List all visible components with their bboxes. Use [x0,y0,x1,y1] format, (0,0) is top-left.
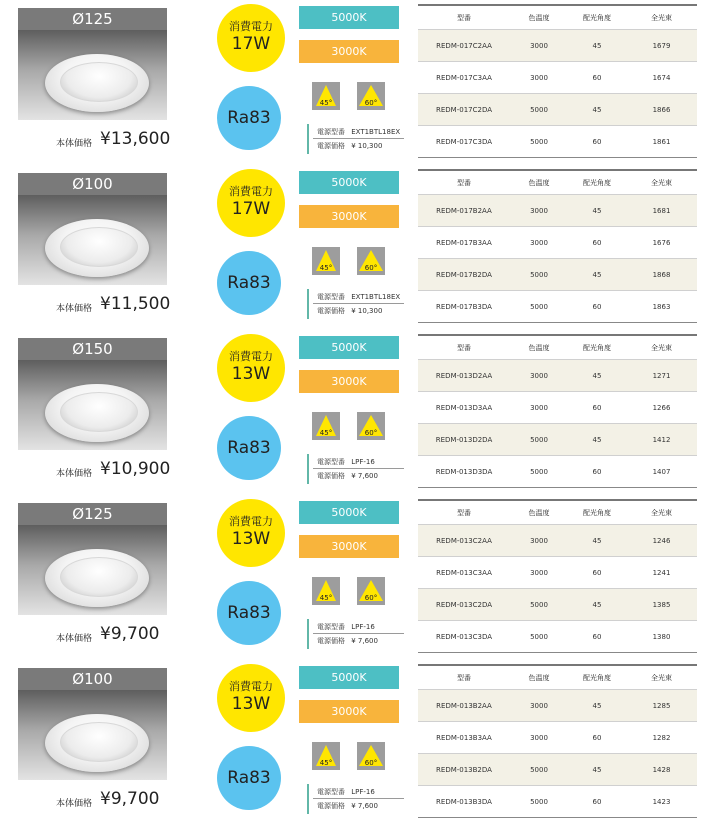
spec-price-label: 電源価格 [317,142,345,150]
cri-badge: Ra83 [217,86,281,150]
table-header-row [418,336,697,360]
spec-price-label: 電源価格 [317,802,345,810]
spec-model-row [317,622,375,632]
header-cct: 色温度 [528,14,550,22]
cct-cell: 5000 [530,303,548,311]
power-label: 消費電力 [229,680,273,693]
model-cell: REDM-017B3DA [436,303,492,311]
beam-cell: 45 [592,702,602,710]
header-model: 型番 [457,179,471,187]
lumen-cell: 1676 [652,239,671,247]
power-badge [217,169,285,237]
price [18,623,208,649]
table-header-row [418,666,697,690]
diameter-bar: Ø125 [18,8,167,30]
downlight-lens [60,392,138,432]
cct-cell: 3000 [530,239,548,247]
spec-divider [313,303,404,304]
power-supply-spec [307,784,404,814]
power-label: 消費電力 [229,350,273,363]
spec-model-row [317,457,375,467]
cct-cell: 3000 [530,42,548,50]
cct-5000-bar: 5000K [299,6,399,29]
diameter-bar: Ø100 [18,668,167,690]
header-lumen: 全光束 [651,509,672,517]
table-row [418,195,697,227]
spec-model-value: LPF-16 [351,458,375,466]
table-row [418,754,697,786]
spec-divider [313,138,404,139]
lumen-cell: 1868 [652,271,671,279]
cri-badge: Ra83 [217,581,281,645]
lumen-cell: 1271 [652,372,671,380]
price-value: ¥13,600 [100,129,171,149]
downlight-lens [60,62,138,102]
lumen-cell: 1407 [652,468,671,476]
model-cell: REDM-013B2DA [436,766,492,774]
header-cct: 色温度 [528,674,550,682]
spec-divider [313,468,404,469]
table-row [418,291,697,323]
beam-45-label: 45° [319,429,333,437]
cct-5000-bar: 5000K [299,501,399,524]
beam-cell: 45 [592,601,602,609]
model-cell: REDM-017B2AA [436,207,492,215]
cct-cell: 5000 [530,436,548,444]
power-label: 消費電力 [229,20,273,33]
power-label: 消費電力 [229,515,273,528]
beam-45-icon [312,412,340,440]
model-cell: REDM-013B3DA [436,798,492,806]
table-row [418,126,697,158]
beam-60-icon [357,742,385,770]
power-supply-spec [307,124,404,154]
beam-45-icon [312,742,340,770]
beam-60-label: 60° [364,264,378,272]
table-row [418,259,697,291]
cct-cell: 5000 [530,633,548,641]
price [18,128,208,154]
table-row [418,424,697,456]
product-block [0,495,720,657]
beam-cell: 45 [592,436,602,444]
price-label: 本体価格 [56,799,93,809]
price [18,788,208,814]
beam-cell: 60 [592,569,602,577]
header-lumen: 全光束 [651,674,672,682]
price-value: ¥9,700 [100,624,160,644]
spec-divider [313,633,404,634]
price-label: 本体価格 [56,304,93,314]
lumen-cell: 1681 [652,207,671,215]
beam-45-label: 45° [319,594,333,602]
model-cell: REDM-013B2AA [436,702,492,710]
cct-3000-bar: 3000K [299,205,399,228]
diameter-bar: Ø100 [18,173,167,195]
cct-cell: 5000 [530,468,548,476]
power-badge [217,334,285,402]
spec-price-row [317,636,378,646]
beam-cell: 45 [592,42,602,50]
product-block [0,165,720,327]
model-cell: REDM-013B3AA [436,734,492,742]
lumen-cell: 1241 [652,569,671,577]
beam-cell: 60 [592,74,602,82]
model-cell: REDM-013D3AA [435,404,493,412]
power-label: 消費電力 [229,185,273,198]
beam-60-icon [357,82,385,110]
model-cell: REDM-013C3AA [436,569,492,577]
beam-cell: 60 [592,468,602,476]
beam-60-label: 60° [364,99,378,107]
header-beam: 配光角度 [583,179,611,187]
spec-model-label: 電源型番 [317,128,345,136]
price [18,293,208,319]
model-cell: REDM-017B2DA [436,271,492,279]
beam-60-label: 60° [364,594,378,602]
header-model: 型番 [457,509,471,517]
spec-table [418,169,697,323]
power-value: 17W [231,34,271,54]
downlight-lens [60,722,138,762]
power-value: 13W [231,694,271,714]
cct-cell: 3000 [530,74,548,82]
spec-price-value: ¥ 7,600 [351,472,378,480]
lumen-cell: 1285 [652,702,671,710]
power-badge [217,499,285,567]
price-label: 本体価格 [56,634,93,644]
table-row [418,392,697,424]
header-cct: 色温度 [528,179,550,187]
beam-45-icon [312,577,340,605]
spec-model-row [317,127,400,137]
header-cct: 色温度 [528,509,550,517]
cct-cell: 5000 [530,601,548,609]
spec-model-label: 電源型番 [317,623,345,631]
header-lumen: 全光束 [651,179,672,187]
cct-3000-bar: 3000K [299,40,399,63]
beam-cell: 45 [592,271,602,279]
model-cell: REDM-013D3DA [435,468,493,476]
table-row [418,722,697,754]
cct-cell: 3000 [530,404,548,412]
power-supply-spec [307,619,404,649]
beam-cell: 60 [592,798,602,806]
model-cell: REDM-013D2DA [435,436,493,444]
spec-price-row [317,141,382,151]
product-block [0,330,720,492]
table-row [418,621,697,653]
table-row [418,30,697,62]
beam-cell: 45 [592,537,602,545]
product-block [0,660,720,822]
header-beam: 配光角度 [583,14,611,22]
table-header-row [418,501,697,525]
lumen-cell: 1412 [652,436,671,444]
beam-cell: 60 [592,734,602,742]
beam-60-icon [357,577,385,605]
spec-model-value: LPF-16 [351,623,375,631]
table-header-row [418,171,697,195]
table-row [418,557,697,589]
lumen-cell: 1266 [652,404,671,412]
lumen-cell: 1282 [652,734,671,742]
power-value: 17W [231,199,271,219]
diameter-bar: Ø150 [18,338,167,360]
cri-badge: Ra83 [217,746,281,810]
spec-price-value: ¥ 7,600 [351,802,378,810]
price-value: ¥10,900 [100,459,171,479]
downlight-photo [18,525,167,615]
lumen-cell: 1246 [652,537,671,545]
model-cell: REDM-013C2DA [436,601,492,609]
model-cell: REDM-013D2AA [435,372,493,380]
price-label: 本体価格 [56,139,93,149]
power-value: 13W [231,529,271,549]
power-supply-spec [307,289,404,319]
table-row [418,786,697,818]
lumen-cell: 1385 [652,601,671,609]
header-lumen: 全光束 [651,14,672,22]
spec-table [418,499,697,653]
cct-cell: 5000 [530,271,548,279]
cct-5000-bar: 5000K [299,336,399,359]
table-row [418,456,697,488]
table-row [418,94,697,126]
spec-divider [313,798,404,799]
header-beam: 配光角度 [583,509,611,517]
downlight-photo [18,360,167,450]
cct-cell: 3000 [530,702,548,710]
cct-3000-bar: 3000K [299,370,399,393]
header-model: 型番 [457,14,471,22]
spec-model-label: 電源型番 [317,293,345,301]
price [18,458,208,484]
cct-cell: 5000 [530,766,548,774]
table-row [418,690,697,722]
power-badge [217,664,285,732]
power-supply-spec [307,454,404,484]
model-cell: REDM-013C3DA [436,633,492,641]
spec-model-value: EXT1BTL18EX [351,293,401,301]
beam-cell: 45 [592,207,602,215]
spec-price-row [317,801,378,811]
spec-table [418,4,697,158]
beam-45-icon [312,247,340,275]
table-row [418,227,697,259]
spec-price-value: ¥ 10,300 [351,307,383,315]
cri-badge: Ra83 [217,251,281,315]
spec-price-row [317,471,378,481]
spec-price-label: 電源価格 [317,307,345,315]
beam-cell: 60 [592,303,602,311]
model-cell: REDM-017C2DA [436,106,492,114]
power-badge [217,4,285,72]
cct-cell: 3000 [530,734,548,742]
spec-price-label: 電源価格 [317,472,345,480]
beam-60-icon [357,247,385,275]
downlight-lens [60,227,138,267]
downlight-photo [18,690,167,780]
beam-45-icon [312,82,340,110]
header-model: 型番 [457,344,471,352]
header-beam: 配光角度 [583,344,611,352]
cct-cell: 3000 [530,372,548,380]
spec-model-value: EXT1BTL18EX [351,128,401,136]
beam-cell: 60 [592,633,602,641]
header-cct: 色温度 [528,344,550,352]
cct-3000-bar: 3000K [299,700,399,723]
beam-60-label: 60° [364,429,378,437]
table-row [418,525,697,557]
lumen-cell: 1863 [652,303,671,311]
header-lumen: 全光束 [651,344,672,352]
cct-cell: 3000 [530,537,548,545]
cri-badge: Ra83 [217,416,281,480]
lumen-cell: 1866 [652,106,671,114]
cct-5000-bar: 5000K [299,171,399,194]
beam-cell: 45 [592,372,602,380]
spec-price-label: 電源価格 [317,637,345,645]
spec-model-row [317,787,375,797]
product-block [0,0,720,162]
beam-45-label: 45° [319,99,333,107]
beam-cell: 45 [592,766,602,774]
lumen-cell: 1679 [652,42,671,50]
spec-model-row [317,292,400,302]
beam-cell: 45 [592,106,602,114]
model-cell: REDM-017B3AA [436,239,492,247]
model-cell: REDM-017C2AA [436,42,492,50]
model-cell: REDM-017C3DA [436,138,492,146]
table-row [418,62,697,94]
lumen-cell: 1428 [652,766,671,774]
lumen-cell: 1674 [652,74,671,82]
table-row [418,360,697,392]
table-row [418,589,697,621]
cct-cell: 5000 [530,106,548,114]
lumen-cell: 1380 [652,633,671,641]
spec-table [418,334,697,488]
diameter-bar: Ø125 [18,503,167,525]
beam-45-label: 45° [319,264,333,272]
beam-60-icon [357,412,385,440]
beam-cell: 60 [592,138,602,146]
beam-cell: 60 [592,404,602,412]
lumen-cell: 1861 [652,138,671,146]
beam-60-label: 60° [364,759,378,767]
beam-45-label: 45° [319,759,333,767]
power-value: 13W [231,364,271,384]
price-value: ¥9,700 [100,789,160,809]
cct-3000-bar: 3000K [299,535,399,558]
lumen-cell: 1423 [652,798,671,806]
cct-cell: 3000 [530,207,548,215]
spec-table [418,664,697,818]
header-model: 型番 [457,674,471,682]
cct-5000-bar: 5000K [299,666,399,689]
model-cell: REDM-013C2AA [436,537,492,545]
beam-cell: 60 [592,239,602,247]
price-value: ¥11,500 [100,294,171,314]
spec-model-value: LPF-16 [351,788,375,796]
spec-price-value: ¥ 7,600 [351,637,378,645]
spec-model-label: 電源型番 [317,458,345,466]
header-beam: 配光角度 [583,674,611,682]
cct-cell: 3000 [530,569,548,577]
model-cell: REDM-017C3AA [436,74,492,82]
downlight-photo [18,195,167,285]
table-header-row [418,6,697,30]
spec-model-label: 電源型番 [317,788,345,796]
cct-cell: 5000 [530,798,548,806]
cct-cell: 5000 [530,138,548,146]
price-label: 本体価格 [56,469,93,479]
spec-price-row [317,306,382,316]
downlight-lens [60,557,138,597]
spec-price-value: ¥ 10,300 [351,142,383,150]
downlight-photo [18,30,167,120]
